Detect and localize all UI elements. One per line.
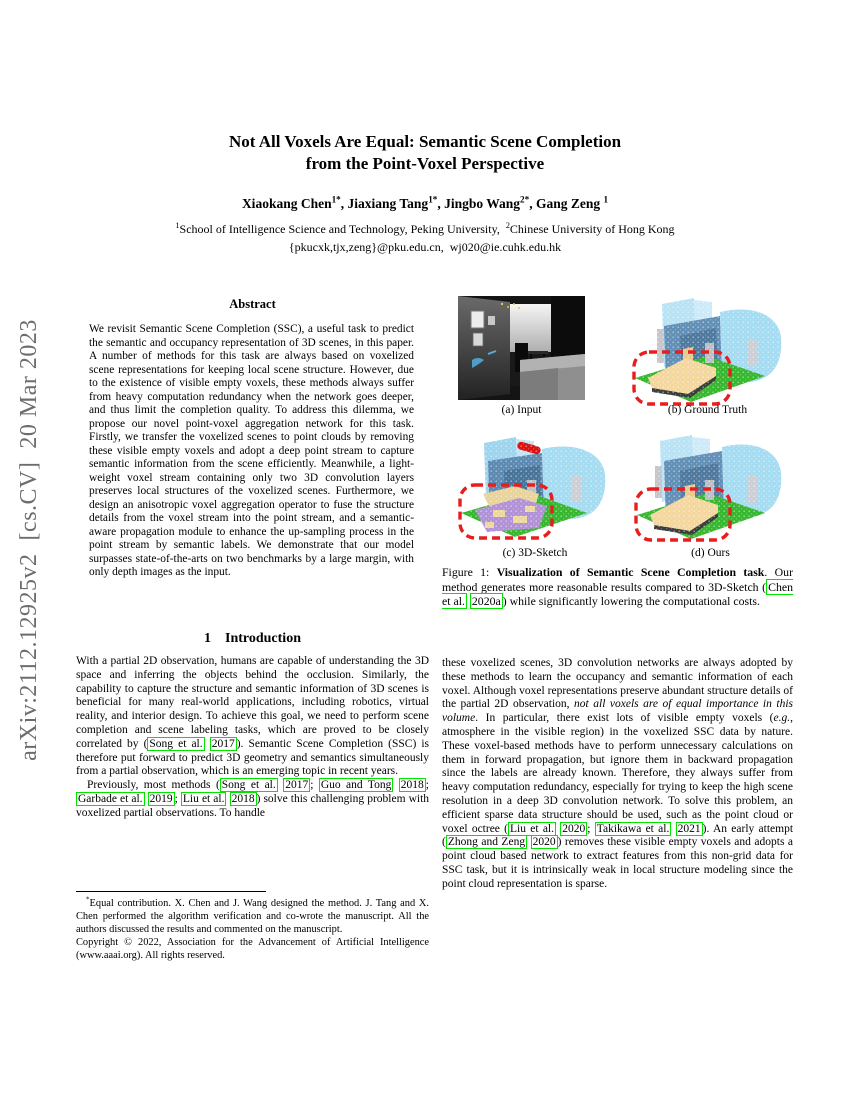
text-segment: Chinese University of Hong Kong [509, 222, 675, 236]
text-segment: ). Semantic Scene Completion (SSC) is therefore put forward to predict 3D geometry and semantics simultaneously from a partial observation, which is an emerging topic in recent years. [76, 737, 430, 778]
arxiv-watermark: arXiv:2112.12925v2 [cs.CV] 20 Mar 2023 [16, 319, 42, 761]
right-column-body [442, 657, 793, 892]
figure-panel-ours [633, 430, 788, 546]
intro-paragraph-1 [76, 655, 429, 779]
figure-1-caption [442, 565, 793, 609]
citation-link[interactable]: 2020a [471, 594, 501, 609]
footnote-block [76, 891, 429, 963]
text-segment: 1* [331, 194, 341, 205]
text-segment: . In particular, there exist lots of visible empty voxels ( [475, 712, 774, 725]
text-segment: ) while significantly lowering the computational costs. [502, 594, 760, 609]
citation-link[interactable]: 2020 [532, 836, 556, 849]
figure-panel-ground-truth [627, 291, 788, 410]
intro-paragraph-2 [76, 779, 429, 820]
citation-link[interactable]: 2018 [400, 779, 424, 792]
citation-link[interactable]: 2017 [211, 737, 235, 750]
text-segment: ; [425, 779, 429, 792]
email-line: {pkucxk,tjx,zeng}@pku.edu.cn, wj020@ie.cuhk.edu.hk [288, 240, 562, 254]
text-segment: 1 [603, 194, 609, 205]
figure-caption-c: (c) 3D-Sketch [502, 547, 568, 559]
text-segment: ; [587, 822, 595, 835]
figure-caption-d: (d) Ours [691, 547, 730, 559]
sketch-result-scene [455, 430, 615, 546]
text-segment: . Our method generates more reasonable results compared to 3D-Sketch ( [442, 565, 794, 594]
author-list [0, 196, 850, 212]
section-heading-introduction [76, 631, 429, 647]
text-segment: , Gang Zeng [529, 196, 604, 211]
abstract-heading: Abstract [229, 297, 276, 311]
figure-caption-a: (a) Input [501, 404, 542, 416]
figure-panel-3d-sketch [455, 430, 615, 546]
text-segment: Visualization of Semantic Scene Completion task [496, 565, 765, 579]
section-title: Introduction [225, 631, 301, 646]
text-segment: ) solve this challenging problem with voxelized partial observations. To handle [76, 792, 430, 819]
text-segment: 2* [520, 194, 530, 205]
text-segment: 2 [505, 221, 510, 230]
text-segment: ) removes these visible empty voxels and adopts a point cloud based network to extract features from this non-grid data for SSC task, but it is intrinsically weak in local structure modeling since the point cloud representation is sparse. [442, 836, 793, 890]
figure-1 [442, 288, 793, 565]
text-segment: * [86, 895, 90, 904]
citation-link[interactable]: Liu et al. [182, 792, 225, 805]
text-segment: ). An early attempt ( [442, 822, 794, 849]
footnote-divider [76, 891, 266, 892]
right-paragraph-1 [442, 657, 793, 892]
paper-title-line2: from the Point-Voxel Perspective [305, 154, 545, 173]
text-segment: e.g. [773, 712, 791, 725]
ground-truth-scene [627, 291, 788, 410]
text-segment: ; [310, 779, 319, 792]
citation-link[interactable]: Guo and Tong [320, 779, 392, 792]
figure-caption-b: (b) Ground Truth [667, 404, 748, 416]
citation-link[interactable]: 2020 [562, 822, 586, 835]
text-segment [205, 738, 210, 750]
citation-link[interactable]: Garbade et al. [78, 792, 143, 805]
section-number: 1 [204, 631, 211, 646]
text-segment [671, 823, 675, 835]
text-segment: Previously, most methods ( [87, 779, 220, 792]
text-segment: , Jingbo Wang [437, 196, 521, 211]
text-segment [393, 779, 398, 791]
citation-link[interactable]: Chen et al. [442, 579, 793, 609]
text-segment: these voxelized scenes, 3D convolution networks are always adopted by these methods to learn the occupancy and semantic information of each voxel. Although voxel representations preserve abundant structure details of the partial 2D observation, [442, 657, 793, 711]
abstract-text: We revisit Semantic Scene Completion (SSC), a useful task to predict the semantic and occupancy representation of 3D scenes, in this paper. A number of methods for this task are always based on voxelized scene representations for keeping local scene structure. However, due to the existence of visible empty voxels, these methods always suffer from heavy computation redundancy when the network goes deeper, and thus limit the completion quality. To address this dilemma, we propose our novel point-voxel aggregation network for this task. Firstly, we transfer the voxelized scenes to point clouds by removing these visible empty voxels and adopt a deep point stream to capture semantic information from the scene efficiently. Meanwhile, a light-weight voxel stream containing only two 3D convolution layers preserves local structures of the voxelized scenes. Furthermore, we design an anisotropic voxel aggregation operator to fuse the structure details from the voxel stream into the point stream, and a semantic-aware propagation module to enhance the up-sampling process in the point stream by semantic labels. We demonstrate that our model surpasses state-of-the-arts on two benchmarks by a large margin, with only depth images as the input. [89, 323, 414, 578]
figure-panel-input [458, 296, 585, 400]
citation-link[interactable]: 2018 [231, 792, 255, 805]
paper-header [0, 131, 850, 255]
text-segment: School of Intelligence Science and Technology, Peking University, [179, 222, 506, 236]
paper-title-line1: Not All Voxels Are Equal: Semantic Scene Completion [228, 132, 622, 151]
right-column [442, 288, 794, 890]
ours-result-scene [633, 430, 788, 546]
introduction-section [76, 631, 429, 821]
citation-link[interactable]: 2021 [677, 822, 701, 835]
citation-link[interactable]: 2019 [149, 792, 173, 805]
citation-link[interactable]: Song et al. [149, 737, 203, 750]
text-segment: Equal contribution. X. Chen and J. Wang designed the method. J. Tang and X. Chen performed the algorithm verification and co-wrote the manuscript. All the authors discussed the results and commented on the manuscript. [76, 898, 429, 935]
text-segment: , atmosphere in the visible region) in the voxelized SSC data by nature. These voxel-based methods have to perform unnecessary calculations on them in forward propagation, but ignore them in backward propagation since the labels are already known. Therefore, they always suffer from heavy computation redundancy, especially for trying to keep the high scene resolution in a deep 3D convolution network. To solve this problem, an efficient sparse data structure should be used, such as the point cloud or voxel octree ( [442, 712, 793, 835]
text-segment: ; [174, 792, 181, 805]
text-segment: , Jiaxiang Tang [340, 196, 429, 211]
citation-link[interactable]: Takikawa et al. [596, 822, 670, 835]
left-column [76, 297, 429, 580]
text-segment: Figure 1: [442, 565, 497, 579]
footnote-equal-contribution [76, 895, 429, 937]
citation-link[interactable]: Song et al. [221, 779, 276, 792]
citation-link[interactable]: Liu et al. [510, 822, 555, 835]
text-segment: 1 [175, 221, 180, 230]
text-segment: not all voxels are of equal importance in this volume [442, 698, 794, 725]
text-segment: With a partial 2D observation, humans are capable of understanding the 3D space and inferring the objects behind the occlusion. Similarly, the capability to capture the structure and semantic information of 3D scenes is beneficial for many real-world applications, including robotics, virtual reality, and interior design. To achieve this goal, we need to perform scene completion and scene labeling tasks, which are proved to be closely correlated by ( [76, 655, 429, 750]
citation-link[interactable]: Zhong and Zeng [447, 836, 526, 849]
footnote-copyright: Copyright © 2022, Association for the Advancement of Artificial Intelligence (www.aaai.org). All rights reserved. [76, 936, 429, 961]
input-depth-image [458, 296, 585, 400]
paper-title [0, 131, 850, 175]
text-segment: 1* [428, 194, 438, 205]
citation-link[interactable]: 2017 [285, 779, 309, 792]
text-segment: Xiaokang Chen [241, 196, 332, 211]
affiliation-line [0, 222, 850, 237]
